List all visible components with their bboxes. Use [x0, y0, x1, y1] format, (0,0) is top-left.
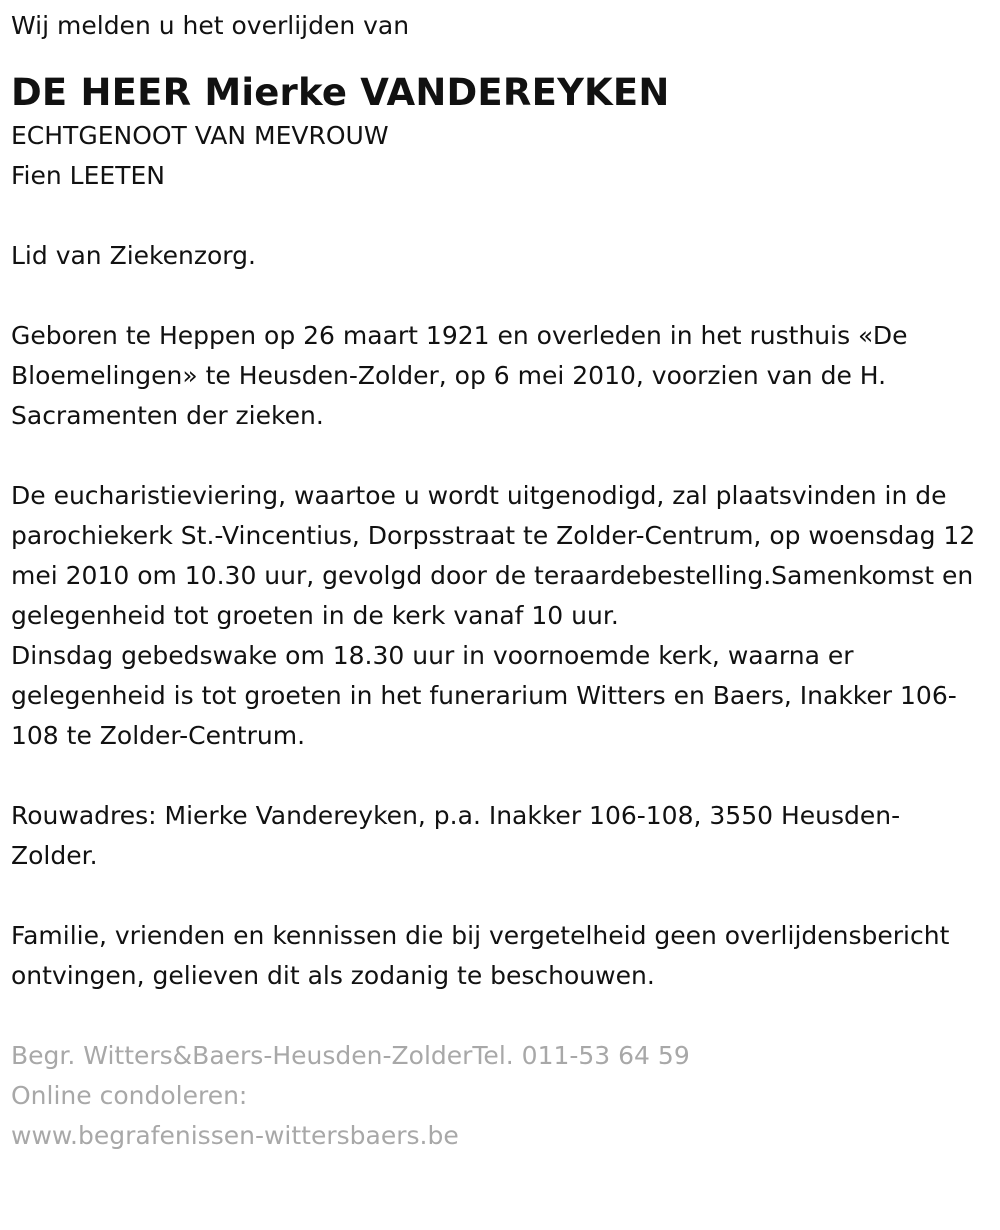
- family-notice: Familie, vrienden en kennissen die bij vergetelheid geen overlijdensbericht ontvingen, gelieven dit als zodanig te beschouwen.: [11, 921, 950, 990]
- spacer: [11, 756, 980, 796]
- spacer: [11, 436, 980, 476]
- spacer: [11, 996, 980, 1036]
- mourning-address: Rouwadres: Mierke Vandereyken, p.a. Inakker 106-108, 3550 Heusden-Zolder.: [11, 801, 901, 870]
- intro-text: Wij melden u het overlijden van: [11, 11, 410, 40]
- spouse-title: ECHTGENOOT VAN MEVROUW: [11, 121, 389, 150]
- funeral-home-info: Begr. Witters&Baers-Heusden-ZolderTel. 011-53 64 59: [11, 1041, 690, 1070]
- spouse-name: Fien LEETEN: [11, 161, 165, 190]
- condolence-label: Online condoleren:: [11, 1081, 248, 1110]
- birth-death-paragraph: Geboren te Heppen op 26 maart 1921 en overleden in het rusthuis «De Bloemelingen» te Heusden-Zolder, op 6 mei 2010, voorzien van de H. Sacramenten der zieken.: [11, 321, 908, 430]
- spacer: [11, 876, 980, 916]
- spacer: [11, 196, 980, 236]
- vigil-paragraph: Dinsdag gebedswake om 18.30 uur in voornoemde kerk, waarna er gelegenheid is tot groeten in het funerarium Witters en Baers, Inakker 106-108 te Zolder-Centrum.: [11, 641, 957, 750]
- spacer: [11, 276, 980, 316]
- deceased-name: DE HEER Mierke VANDEREYKEN: [11, 71, 670, 114]
- membership-text: Lid van Ziekenzorg.: [11, 241, 256, 270]
- service-paragraph: De eucharistieviering, waartoe u wordt uitgenodigd, zal plaatsvinden in de parochiekerk St.-Vincentius, Dorpsstraat te Zolder-Centrum, op woensdag 12 mei 2010 om 10.30 uur, gevolgd door de teraardebestelling.Samenkomst en gelegenheid tot groeten in de kerk vanaf 10 uur.: [11, 481, 976, 630]
- condolence-website-link[interactable]: www.begrafenissen-wittersbaers.be: [11, 1121, 459, 1150]
